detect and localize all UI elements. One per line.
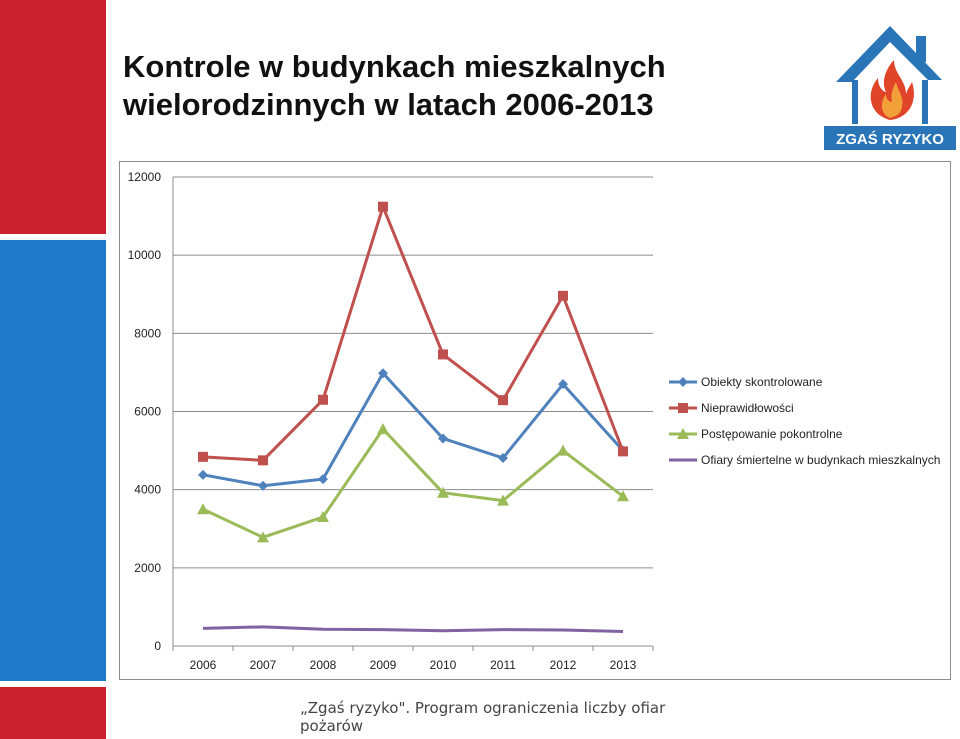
- data-point-series-2: [258, 455, 268, 465]
- legend-marker-1: [678, 377, 688, 387]
- data-point-series-3: [557, 445, 569, 456]
- slide-title: [123, 48, 743, 124]
- y-tick-label: 12000: [127, 170, 161, 184]
- y-tick-label: 2000: [134, 560, 161, 575]
- data-point-series-2: [198, 452, 208, 462]
- legend-label-1: Obiekty skontrolowane: [701, 375, 823, 389]
- data-point-series-3: [197, 503, 209, 514]
- data-point-series-2: [378, 202, 388, 212]
- x-tick-label: 2008: [309, 658, 337, 672]
- logo-house-left: [852, 80, 858, 124]
- x-tick-label: 2006: [189, 658, 217, 672]
- y-tick-label: 4000: [134, 482, 161, 497]
- data-point-series-1: [198, 470, 208, 480]
- title-line-1: Kontrole w budynkach mieszkalnych: [123, 49, 666, 84]
- x-tick-label: 2011: [490, 658, 516, 672]
- y-tick-label: 10000: [127, 248, 161, 263]
- series-line-1: [203, 373, 623, 486]
- x-tick-label: 2013: [609, 658, 637, 672]
- data-point-series-3: [377, 423, 389, 434]
- legend-label-2: Nieprawidłowości: [701, 401, 794, 415]
- logo-house-right: [922, 80, 928, 124]
- x-tick-label: 2007: [249, 658, 277, 672]
- title-line-2: wielorodzinnych w latach 2006-2013: [123, 87, 654, 122]
- logo-text: ZGAŚ RYZYKO: [836, 131, 944, 148]
- chart-area: [119, 161, 951, 680]
- y-tick-label: 8000: [134, 326, 161, 341]
- data-point-series-2: [618, 446, 628, 456]
- legend-label-3: Postępowanie pokontrolne: [701, 427, 843, 441]
- data-point-series-2: [558, 291, 568, 301]
- x-tick-label: 2012: [549, 658, 577, 672]
- y-tick-label: 6000: [134, 404, 161, 419]
- side-bar-red-top: [0, 0, 106, 234]
- data-point-series-2: [318, 395, 328, 405]
- zgas-ryzyko-logo: [822, 22, 958, 154]
- series-line-3: [203, 429, 623, 537]
- data-point-series-2: [498, 395, 508, 405]
- x-tick-label: 2009: [369, 658, 397, 672]
- side-bar-blue: [0, 240, 106, 681]
- data-point-series-2: [438, 349, 448, 359]
- side-bar-red-bottom: [0, 687, 106, 739]
- line-chart: [120, 162, 952, 681]
- series-line-4: [203, 627, 623, 632]
- legend-marker-2: [678, 403, 688, 413]
- footer-text: „Zgaś ryzyko". Program ograniczenia liczby ofiar pożarów: [300, 699, 666, 735]
- y-tick-label: 0: [154, 639, 161, 653]
- legend-label-4: Ofiary śmiertelne w budynkach mieszkalnych: [701, 453, 941, 467]
- x-tick-label: 2010: [429, 658, 457, 672]
- logo-chimney: [916, 36, 926, 62]
